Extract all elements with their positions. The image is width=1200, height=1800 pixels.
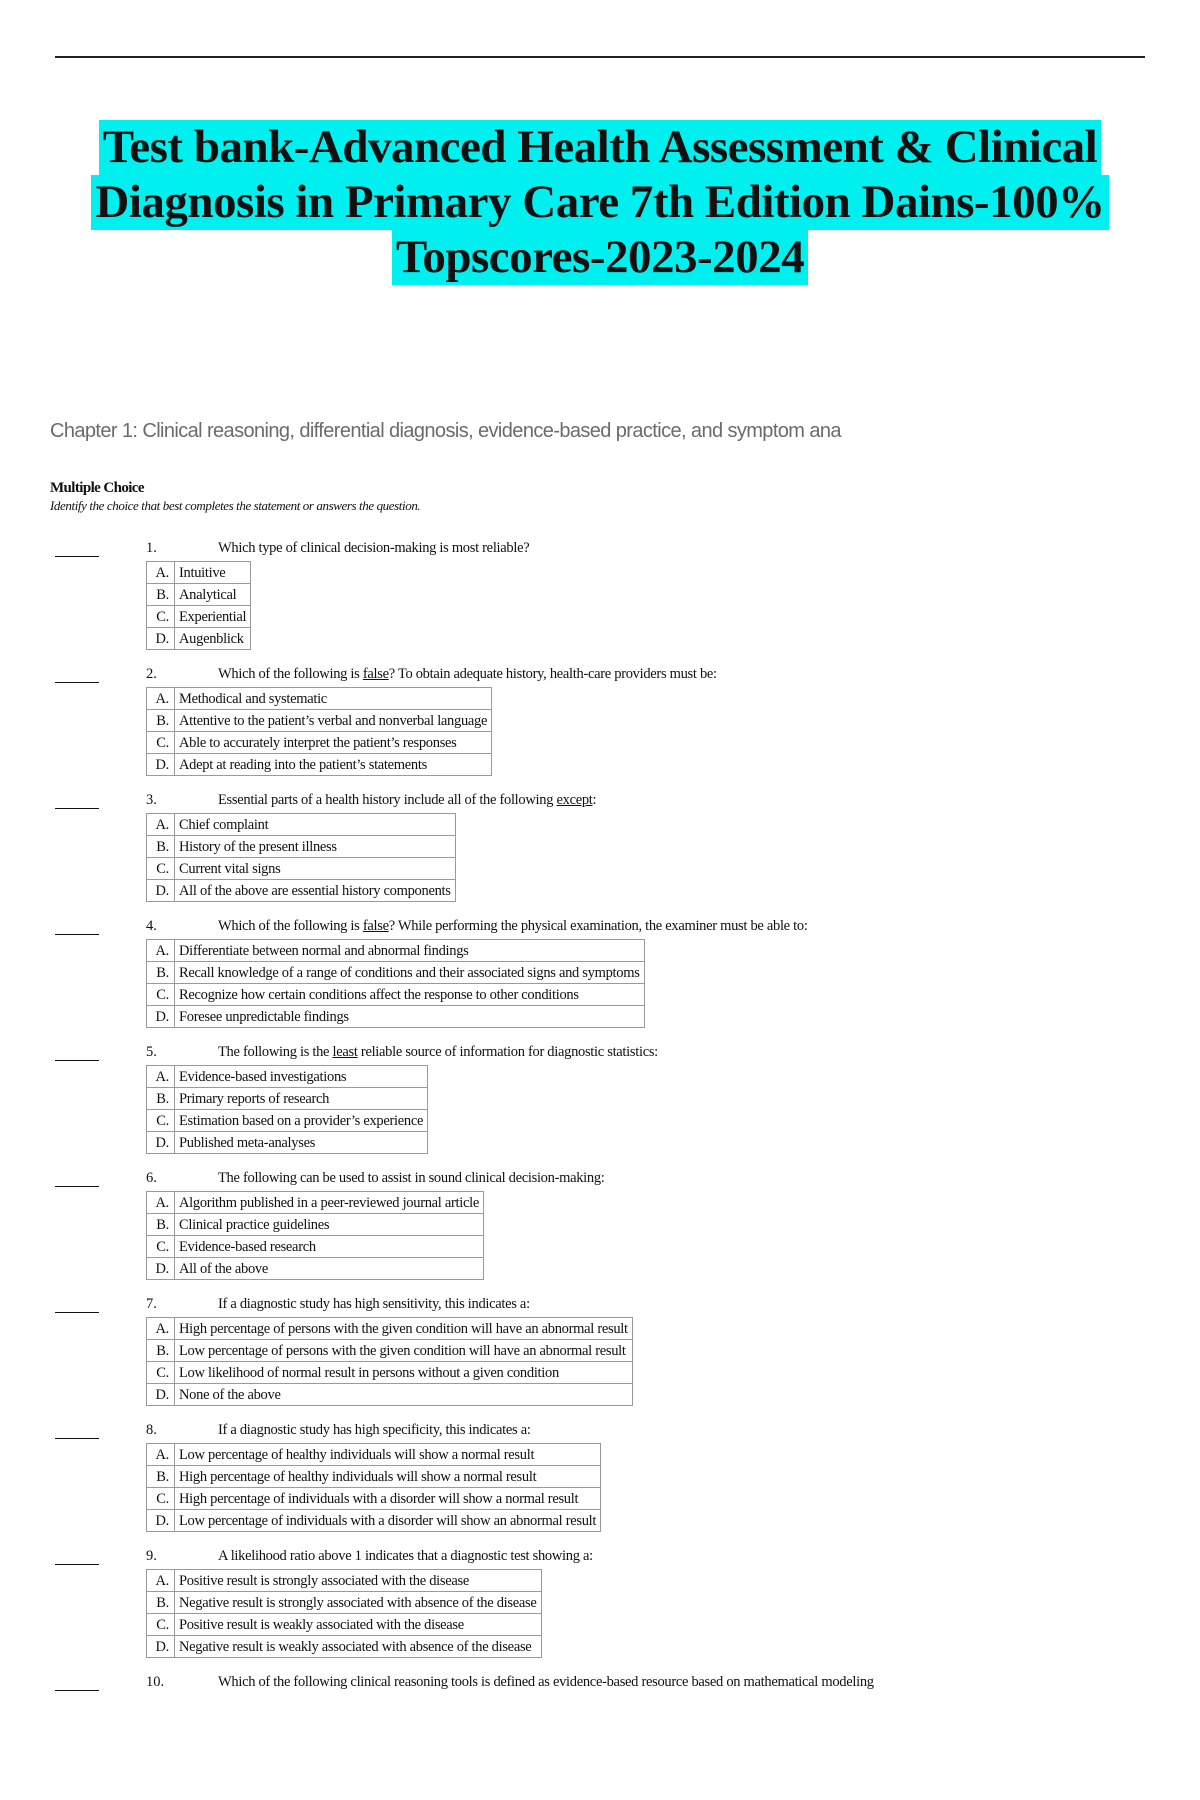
question-item <box>0 1548 1200 1674</box>
answer-blank[interactable] <box>55 1186 99 1187</box>
question-number: 3. <box>146 792 157 808</box>
option-row <box>147 1362 633 1384</box>
question-item <box>0 1674 1200 1800</box>
answer-blank[interactable] <box>55 1060 99 1061</box>
question-text-part: ? To obtain adequate history, health-care providers must be: <box>388 666 717 682</box>
option-text: Current vital signs <box>175 858 456 880</box>
option-letter: A. <box>147 1318 175 1340</box>
option-text: Methodical and systematic <box>175 688 492 710</box>
option-text: Primary reports of research <box>175 1088 428 1110</box>
answer-blank[interactable] <box>55 1690 99 1691</box>
options-table <box>146 687 492 776</box>
option-row <box>147 1006 645 1028</box>
option-text: None of the above <box>175 1384 633 1406</box>
question-text-part: If a diagnostic study has high sensitivity, this indicates a: <box>218 1296 530 1312</box>
options-table <box>146 1065 428 1154</box>
option-letter: C. <box>147 1110 175 1132</box>
question-item <box>0 1044 1200 1170</box>
option-letter: D. <box>147 1510 175 1532</box>
option-text: Recall knowledge of a range of conditions and their associated signs and symptoms <box>175 962 645 984</box>
question-number: 2. <box>146 666 157 682</box>
option-row <box>147 1088 428 1110</box>
option-text: All of the above <box>175 1258 484 1280</box>
option-row <box>147 858 456 880</box>
question-text <box>218 1044 658 1061</box>
question-emphasis: false <box>362 918 389 934</box>
option-row <box>147 1510 601 1532</box>
question-text <box>218 792 596 809</box>
option-text: Positive result is strongly associated with the disease <box>175 1570 542 1592</box>
question-list <box>0 540 1200 1800</box>
option-text: Evidence-based investigations <box>175 1066 428 1088</box>
option-text: Foresee unpredictable findings <box>175 1006 645 1028</box>
option-text: Augenblick <box>175 628 251 650</box>
option-letter: D. <box>147 880 175 902</box>
answer-blank[interactable] <box>55 934 99 935</box>
option-row <box>147 814 456 836</box>
option-row <box>147 562 251 584</box>
option-row <box>147 1192 484 1214</box>
question-item <box>0 540 1200 666</box>
option-row <box>147 1488 601 1510</box>
option-row <box>147 1466 601 1488</box>
option-text: All of the above are essential history components <box>175 880 456 902</box>
question-number: 1. <box>146 540 157 556</box>
chapter-heading: Chapter 1: Clinical reasoning, differential diagnosis, evidence-based practice, and symptom ana <box>50 420 841 442</box>
option-row <box>147 1132 428 1154</box>
question-number: 6. <box>146 1170 157 1186</box>
option-text: Recognize how certain conditions affect the response to other conditions <box>175 984 645 1006</box>
option-letter: A. <box>147 1570 175 1592</box>
question-item <box>0 1170 1200 1296</box>
option-letter: D. <box>147 628 175 650</box>
option-letter: D. <box>147 1636 175 1658</box>
question-text-part: ? While performing the physical examination, the examiner must be able to: <box>388 918 808 934</box>
option-row <box>147 754 492 776</box>
option-text: Positive result is weakly associated with the disease <box>175 1614 542 1636</box>
question-text <box>218 666 717 683</box>
option-row <box>147 1340 633 1362</box>
option-letter: A. <box>147 1192 175 1214</box>
option-text: Intuitive <box>175 562 251 584</box>
option-text: Low likelihood of normal result in persons without a given condition <box>175 1362 633 1384</box>
option-row <box>147 1066 428 1088</box>
option-text: Estimation based on a provider’s experience <box>175 1110 428 1132</box>
option-text: Able to accurately interpret the patient’s responses <box>175 732 492 754</box>
top-rule <box>55 56 1145 58</box>
answer-blank[interactable] <box>55 556 99 557</box>
answer-blank[interactable] <box>55 1564 99 1565</box>
option-letter: A. <box>147 940 175 962</box>
question-text <box>218 1170 605 1187</box>
option-letter: B. <box>147 1466 175 1488</box>
option-row <box>147 940 645 962</box>
question-text <box>218 540 529 557</box>
option-text: Low percentage of individuals with a disorder will show an abnormal result <box>175 1510 601 1532</box>
option-row <box>147 1444 601 1466</box>
option-letter: B. <box>147 584 175 606</box>
question-text-part: Which type of clinical decision-making is most reliable? <box>218 540 530 556</box>
option-letter: C. <box>147 1614 175 1636</box>
option-text: Clinical practice guidelines <box>175 1214 484 1236</box>
question-text-part: Which of the following is <box>218 918 363 934</box>
title-line-3: Topscores-2023-2024 <box>392 230 808 285</box>
question-item <box>0 792 1200 918</box>
answer-blank[interactable] <box>55 1438 99 1439</box>
question-emphasis: least <box>332 1044 358 1060</box>
option-letter: B. <box>147 710 175 732</box>
option-letter: A. <box>147 814 175 836</box>
option-text: Attentive to the patient’s verbal and nonverbal language <box>175 710 492 732</box>
option-text: Algorithm published in a peer-reviewed journal article <box>175 1192 484 1214</box>
option-row <box>147 1614 542 1636</box>
option-row <box>147 880 456 902</box>
question-text-part: The following is the <box>218 1044 333 1060</box>
answer-blank[interactable] <box>55 1312 99 1313</box>
options-table <box>146 813 456 902</box>
options-table <box>146 1443 601 1532</box>
document-title <box>40 120 1160 285</box>
section-heading: Multiple Choice <box>50 480 144 496</box>
section-instruction: Identify the choice that best completes the statement or answers the question. <box>50 498 421 513</box>
option-letter: A. <box>147 1066 175 1088</box>
option-row <box>147 1592 542 1614</box>
question-text <box>218 1422 531 1439</box>
question-text-part: The following can be used to assist in sound clinical decision-making: <box>218 1170 605 1186</box>
option-letter: A. <box>147 562 175 584</box>
option-row <box>147 628 251 650</box>
option-text: Evidence-based research <box>175 1236 484 1258</box>
option-row <box>147 1236 484 1258</box>
answer-blank[interactable] <box>55 808 99 809</box>
option-letter: B. <box>147 1214 175 1236</box>
question-number: 9. <box>146 1548 157 1564</box>
option-text: History of the present illness <box>175 836 456 858</box>
option-letter: D. <box>147 1132 175 1154</box>
option-row <box>147 984 645 1006</box>
options-table <box>146 561 251 650</box>
question-item <box>0 666 1200 792</box>
option-letter: B. <box>147 962 175 984</box>
option-text: Experiential <box>175 606 251 628</box>
option-letter: A. <box>147 1444 175 1466</box>
option-text: Low percentage of persons with the given condition will have an abnormal result <box>175 1340 633 1362</box>
question-number: 7. <box>146 1296 157 1312</box>
question-emphasis: except <box>556 792 593 808</box>
option-row <box>147 1570 542 1592</box>
question-item <box>0 918 1200 1044</box>
question-text <box>218 1548 593 1565</box>
option-text: High percentage of healthy individuals will show a normal result <box>175 1466 601 1488</box>
options-table <box>146 939 645 1028</box>
options-table <box>146 1191 484 1280</box>
question-text-part: Which of the following clinical reasoning tools is defined as evidence-based resource based on mathematical modeling <box>218 1674 874 1690</box>
options-table <box>146 1317 633 1406</box>
option-letter: B. <box>147 1340 175 1362</box>
option-letter: C. <box>147 1236 175 1258</box>
question-text <box>218 1296 530 1313</box>
option-text: Adept at reading into the patient’s statements <box>175 754 492 776</box>
option-letter: D. <box>147 1258 175 1280</box>
answer-blank[interactable] <box>55 682 99 683</box>
question-number: 4. <box>146 918 157 934</box>
option-letter: D. <box>147 754 175 776</box>
option-letter: C. <box>147 606 175 628</box>
option-letter: B. <box>147 1088 175 1110</box>
option-text: Negative result is weakly associated with absence of the disease <box>175 1636 542 1658</box>
option-letter: C. <box>147 984 175 1006</box>
question-emphasis: false <box>362 666 389 682</box>
option-letter: D. <box>147 1006 175 1028</box>
option-text: Analytical <box>175 584 251 606</box>
option-row <box>147 732 492 754</box>
option-letter: B. <box>147 1592 175 1614</box>
option-text: Differentiate between normal and abnormal findings <box>175 940 645 962</box>
title-line-2: Diagnosis in Primary Care 7th Edition Dains-100% <box>91 175 1108 230</box>
option-text: High percentage of individuals with a disorder will show a normal result <box>175 1488 601 1510</box>
option-row <box>147 962 645 984</box>
option-row <box>147 710 492 732</box>
option-row <box>147 1636 542 1658</box>
option-text: Published meta-analyses <box>175 1132 428 1154</box>
option-text: High percentage of persons with the given condition will have an abnormal result <box>175 1318 633 1340</box>
option-letter: D. <box>147 1384 175 1406</box>
question-text <box>218 1674 874 1691</box>
option-letter: C. <box>147 732 175 754</box>
question-item <box>0 1296 1200 1422</box>
option-row <box>147 836 456 858</box>
question-text-part: Which of the following is <box>218 666 363 682</box>
option-letter: A. <box>147 688 175 710</box>
question-text-part: : <box>592 792 597 808</box>
question-text-part: reliable source of information for diagnostic statistics: <box>357 1044 658 1060</box>
question-text-part: If a diagnostic study has high specificity, this indicates a: <box>218 1422 531 1438</box>
option-row <box>147 1258 484 1280</box>
question-number: 8. <box>146 1422 157 1438</box>
option-text: Negative result is strongly associated with absence of the disease <box>175 1592 542 1614</box>
option-row <box>147 1384 633 1406</box>
option-row <box>147 1214 484 1236</box>
title-line-1: Test bank-Advanced Health Assessment & Clinical <box>99 120 1102 175</box>
option-text: Chief complaint <box>175 814 456 836</box>
question-number: 5. <box>146 1044 157 1060</box>
option-letter: C. <box>147 858 175 880</box>
question-text-part: Essential parts of a health history include all of the following <box>218 792 557 808</box>
question-item <box>0 1422 1200 1548</box>
option-letter: C. <box>147 1362 175 1384</box>
options-table <box>146 1569 542 1658</box>
option-row <box>147 606 251 628</box>
option-letter: B. <box>147 836 175 858</box>
option-row <box>147 688 492 710</box>
option-row <box>147 1318 633 1340</box>
option-text: Low percentage of healthy individuals will show a normal result <box>175 1444 601 1466</box>
question-number: 10. <box>146 1674 165 1690</box>
option-row <box>147 584 251 606</box>
question-text <box>218 918 808 935</box>
option-row <box>147 1110 428 1132</box>
question-text-part: A likelihood ratio above 1 indicates that a diagnostic test showing a: <box>218 1548 593 1564</box>
option-letter: C. <box>147 1488 175 1510</box>
